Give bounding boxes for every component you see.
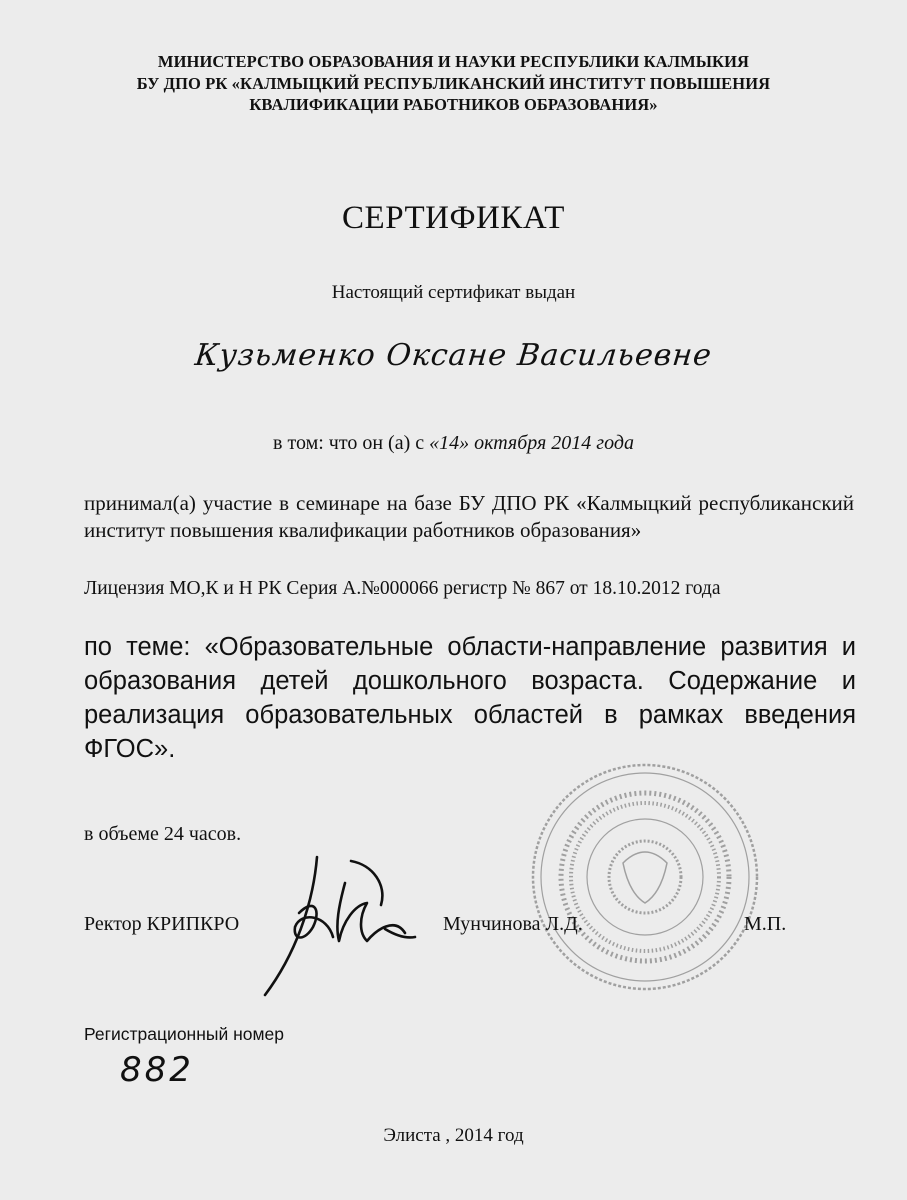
stamp-place-label: М.П. bbox=[744, 913, 787, 935]
issued-to-text: Настоящий сертификат выдан bbox=[331, 282, 576, 303]
institute-header-cont: КВАЛИФИКАЦИИ РАБОТНИКОВ ОБРАЗОВАНИЯ» bbox=[249, 95, 658, 114]
round-seal-icon bbox=[525, 755, 765, 1000]
signature-icon bbox=[255, 845, 425, 1005]
license-text: Лицензия МО,К и Н РК Серия А.№000066 регистр № 867 от 18.10.2012 года bbox=[84, 578, 721, 599]
institute-header: БУ ДПО РК «КАЛМЫЦКИЙ РЕСПУБЛИКАНСКИЙ ИНСТИТУТ ПОВЫШЕНИЯ bbox=[136, 74, 771, 93]
registration-number: 882 bbox=[120, 1050, 194, 1090]
date-prefix: в том: что он (а) с bbox=[273, 432, 430, 454]
seminar-theme: по теме: «Образовательные области-направление развития и образования детей дошкольного возраста. Содержание и реализация образовательных областей в рамках введения ФГОС». bbox=[84, 633, 856, 763]
certificate-title: СЕРТИФИКАТ bbox=[342, 200, 565, 236]
participation-text: принимал(а) участие в семинаре на базе БУ ДПО РК «Калмыцкий республиканский институт повышения квалификации работников образования» bbox=[84, 491, 854, 542]
city-year: Элиста , 2014 год bbox=[383, 1125, 524, 1146]
ministry-header: МИНИСТЕРСТВО ОБРАЗОВАНИЯ И НАУКИ РЕСПУБЛИКИ КАЛМЫКИЯ bbox=[157, 52, 750, 71]
rector-position: Ректор КРИПКРО bbox=[84, 913, 240, 935]
hours-volume: в объеме 24 часов. bbox=[84, 823, 242, 845]
registration-label: Регистрационный номер bbox=[84, 1024, 284, 1044]
seminar-date: «14» октября 2014 года bbox=[429, 432, 634, 454]
rector-name: Мунчинова Л.Д. bbox=[443, 913, 583, 935]
date-line bbox=[0, 432, 907, 455]
recipient-name: Кузьменко Оксане Васильевне bbox=[193, 338, 714, 373]
